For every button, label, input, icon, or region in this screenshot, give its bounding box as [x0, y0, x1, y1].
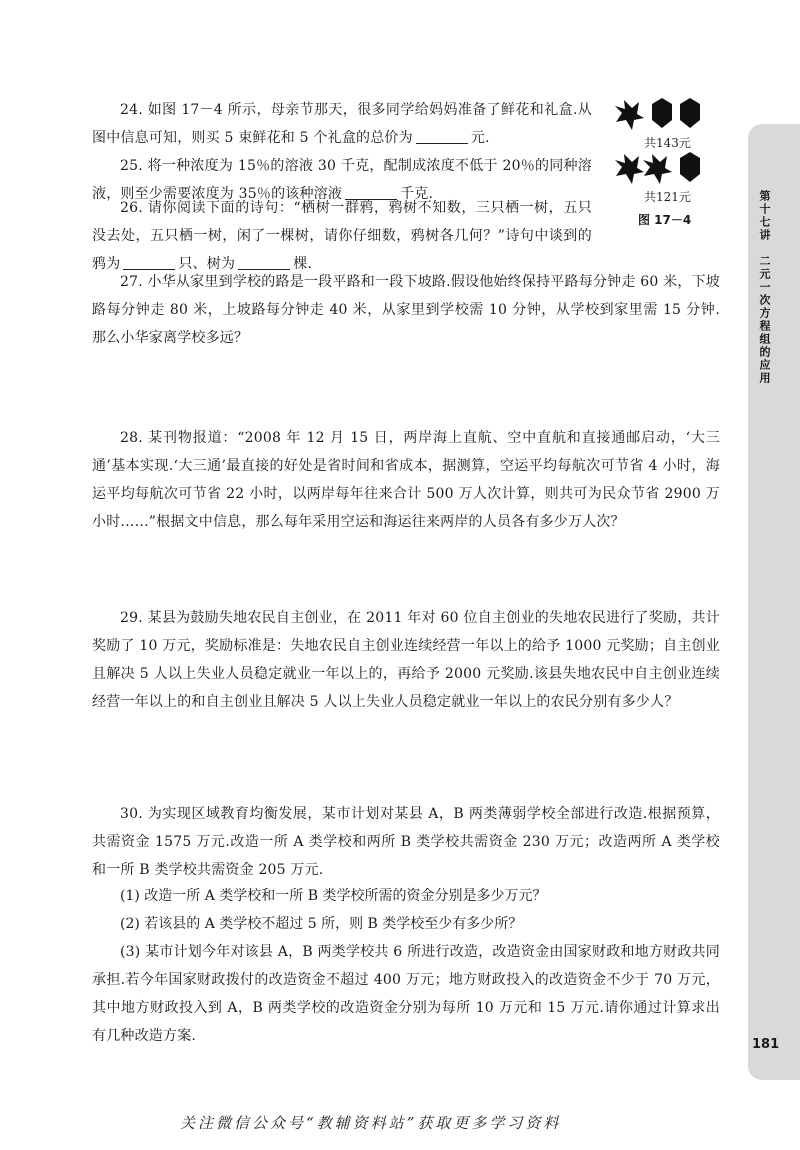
flower-icon [615, 100, 644, 130]
question-27: 27. 小华从家里到学校的路是一段平路和一段下坡路.假设他始终保持平路每分钟走 60 米，下坡路每分钟走 80 米，上坡路每分钟走 40 米，从家里到学校需 10 分钟，从学校到家里需 15 分钟. 那么小华家离学校多远？ [92, 274, 720, 346]
question-25-unit: 千克. [400, 186, 434, 202]
figure-caption-2: 共121元 [644, 190, 691, 204]
page-number: 181 [752, 1037, 780, 1052]
chapter-title: 第十七讲 二元一次方程组的应用 [758, 190, 771, 385]
question-24 [92, 96, 592, 152]
question-30-part-3: (3) 某市计划今年对该县 A，B 两类学校共 6 所进行改造，改造资金由国家财政和地方财政共同承担.若今年国家财政拨付的改造资金不超过 400 万元；地方财政投入的改造资金不少于 70 万元，其中地方财政投入到 A，B 两类学校的改造资金分别为每所 10 万元和 15 万元.请你通过计算求出有几种改造方案. [92, 944, 720, 1044]
question-25-text: 25. 将一种浓度为 15％的溶液 30 千克，配制成浓度不低于 20％的同种溶液，则至少需要浓度为 35％的该种溶液 [92, 158, 592, 202]
question-26 [92, 194, 592, 278]
question-30-part-1: (1) 改造一所 A 类学校和一所 B 类学校所需的资金分别是多少万元？ [120, 888, 547, 904]
gift-box-icon [680, 98, 700, 128]
question-26-mid: 只、树为 [178, 256, 236, 272]
question-24-unit: 元. [470, 130, 490, 146]
gift-box-icon [652, 98, 672, 128]
question-24-text: 24. 如图 17－4 所示，母亲节那天，很多同学给妈妈准备了鲜花和礼盒.从图中信息可知，则买 5 束鲜花和 5 个礼盒的总价为 [92, 102, 592, 146]
figure-caption-1: 共143元 [644, 136, 691, 150]
flower-icon [615, 154, 644, 184]
figure-label: 图 17－4 [638, 213, 692, 227]
question-26-text: 26. 请你阅读下面的诗句：“栖树一群鸦，鸦树不知数，三只栖一树，五只没去处，五只栖一树，闲了一棵树，请你仔细数，鸦树各几何？”诗句中谈到的鸦为 [92, 200, 592, 272]
answer-blank [416, 129, 468, 144]
flower-icon [643, 154, 672, 184]
question-29: 29. 某县为鼓励失地农民自主创业，在 2011 年对 60 位自主创业的失地农民进行了奖励，共计奖励了 10 万元，奖励标准是：失地农民自主创业连续经营一年以上的给予 1000 元奖励；自主创业且解决 5 人以上失业人员稳定就业一年以上的，再给予 2000 元奖励.该县失地农民中自主创业连续经营一年以上的和自主创业且解决 5 人以上失业人员稳定就业一年以上的农民分别有多少人？ [92, 610, 720, 710]
question-30: 30. 为实现区域教育均衡发展，某市计划对某县 A，B 两类薄弱学校全部进行改造.根据预算，共需资金 1575 万元.改造一所 A 类学校和两所 B 类学校共需资金 230 万元；改造两所 A 类学校和一所 B 类学校共需资金 205 万元. [92, 806, 720, 878]
chapter-side-tab [748, 124, 800, 1080]
footer-note: 关注微信公众号“教辅资料站”获取更多学习资料 [180, 1114, 562, 1132]
question-30-part-2: (2) 若该县的 A 类学校不超过 5 所，则 B 类学校至少有多少所？ [120, 916, 523, 932]
figure-17-4 [612, 98, 722, 233]
question-26-unit: 棵. [293, 256, 313, 272]
question-28: 28. 某刊物报道：“2008 年 12 月 15 日，两岸海上直航、空中直航和直接通邮启动，‘大三通’基本实现.‘大三通’最直接的好处是省时间和省成本，据测算，空运平均每航次可节省 4 小时，海运平均每航次可节省 22 小时，以两岸每年往来合计 500 万人次计算，则共可为民众节省 2900 万小时……”根据文中信息，那么每年采用空运和海运往来两岸的人员各有多少万人次？ [92, 430, 720, 530]
gift-box-icon [680, 152, 700, 182]
